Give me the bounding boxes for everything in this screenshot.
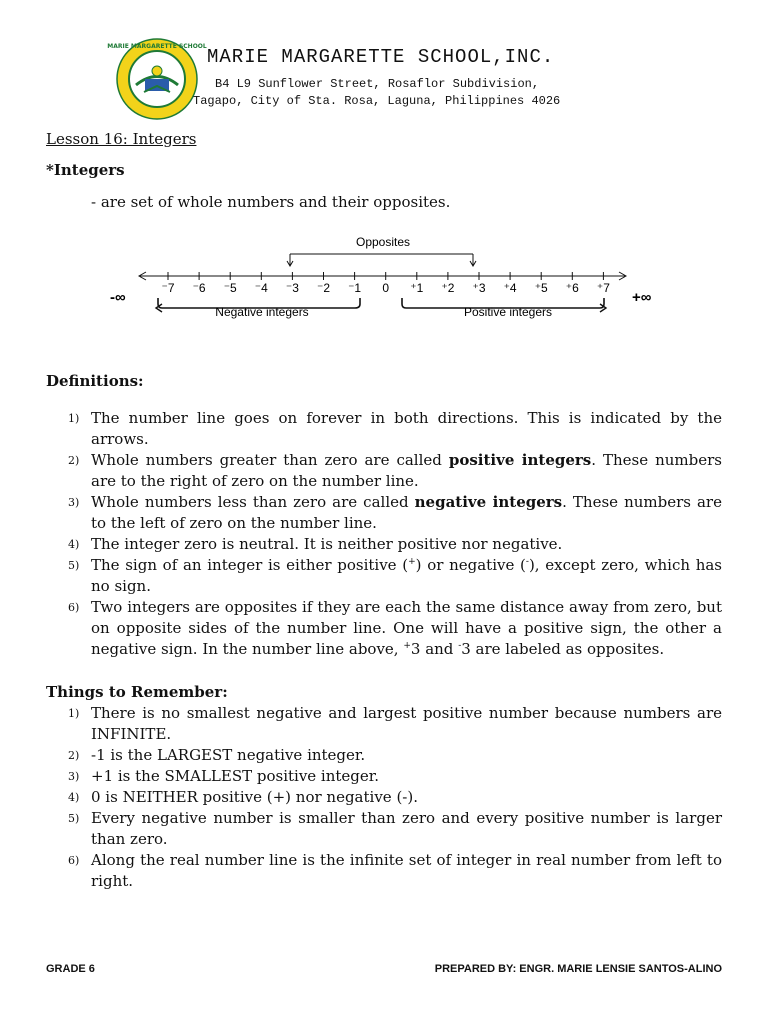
item-text: Two integers are opposites if they are each the same distance away from zero, but on opposite sides of the number line. One will have a positive sign, the other a negative sign. In the number line above, bbox=[91, 598, 722, 658]
item-text: 3 are labeled as opposites. bbox=[461, 640, 665, 658]
item-text: . These numbers are to the right of zero on the number line. bbox=[91, 451, 722, 490]
item-text: The number line goes on forever in both directions. This is indicated by the arrows. bbox=[91, 409, 722, 448]
school-name: MARIE MARGARETTE SCHOOL,INC. bbox=[207, 46, 555, 68]
item-text: The integer zero is neutral. It is neither positive nor negative. bbox=[91, 535, 563, 553]
item-text: Whole numbers less than zero are called bbox=[91, 493, 415, 511]
list-item bbox=[46, 766, 722, 787]
item-text: . These numbers are to the left of zero on the number line. bbox=[91, 493, 722, 532]
list-item bbox=[46, 450, 722, 492]
tick-label: ⁻6 bbox=[192, 281, 206, 295]
tick-label: ⁺1 bbox=[410, 281, 424, 295]
sign-superscript: + bbox=[408, 557, 416, 567]
item-number: 4) bbox=[68, 538, 80, 551]
list-item bbox=[46, 787, 722, 808]
number-line-figure bbox=[100, 228, 670, 328]
tick-label: ⁺5 bbox=[534, 281, 548, 295]
item-number: 6) bbox=[68, 601, 80, 614]
item-text: ), except zero, which has no sign. bbox=[91, 556, 722, 595]
item-text: Along the real number line is the infinite set of integer in real number from left to right. bbox=[91, 851, 722, 890]
item-text: 0 is NEITHER positive (+) nor negative (-). bbox=[91, 788, 418, 806]
item-number: 5) bbox=[68, 812, 80, 825]
tick-label: ⁺3 bbox=[472, 281, 486, 295]
item-text: There is no smallest negative and largest positive number because numbers are INFINITE. bbox=[91, 704, 722, 743]
school-logo bbox=[107, 38, 207, 120]
positive-integers-label: Positive integers bbox=[463, 305, 553, 319]
list-item bbox=[46, 555, 722, 597]
definitions-heading: Definitions: bbox=[46, 372, 144, 390]
definitions-list bbox=[46, 408, 722, 660]
integers-definition: - are set of whole numbers and their opposites. bbox=[91, 193, 451, 211]
item-text: ) or negative ( bbox=[415, 556, 526, 574]
address-line-1: B4 L9 Sunflower Street, Rosaflor Subdivision, bbox=[215, 77, 540, 91]
tick-label: ⁻4 bbox=[254, 281, 268, 295]
item-number: 3) bbox=[68, 770, 80, 783]
footer-prepared-by: PREPARED BY: ENGR. MARIE LENSIE SANTOS-ALINO bbox=[434, 963, 722, 975]
tick-label: ⁺2 bbox=[441, 281, 455, 295]
tick-label: ⁻1 bbox=[348, 281, 362, 295]
item-number: 2) bbox=[68, 454, 80, 467]
things-to-remember-list bbox=[46, 703, 722, 892]
list-item bbox=[46, 703, 722, 745]
tick-label: 0 bbox=[382, 281, 390, 295]
item-number: 6) bbox=[68, 854, 80, 867]
item-number: 3) bbox=[68, 496, 80, 509]
item-text: 3 and bbox=[410, 640, 459, 658]
tick-label: ⁻3 bbox=[285, 281, 299, 295]
sign-superscript: - bbox=[525, 557, 529, 567]
sign-superscript: + bbox=[403, 641, 411, 651]
lesson-title: Lesson 16: Integers bbox=[46, 130, 197, 148]
item-text: Whole numbers greater than zero are called bbox=[91, 451, 449, 469]
item-number: 1) bbox=[68, 412, 80, 425]
bold-term: positive integers bbox=[448, 451, 592, 469]
negative-integers-label: Negative integers bbox=[215, 305, 309, 319]
list-item bbox=[46, 808, 722, 850]
tick-label: ⁻2 bbox=[316, 281, 331, 295]
item-text: The sign of an integer is either positive ( bbox=[91, 556, 409, 574]
list-item bbox=[46, 745, 722, 766]
pos-infinity-label: +∞ bbox=[632, 289, 652, 306]
tick-label: ⁻5 bbox=[223, 281, 237, 295]
footer-grade: GRADE 6 bbox=[46, 963, 95, 975]
opposites-label: Opposites bbox=[355, 235, 411, 249]
bold-term: negative integers bbox=[414, 493, 563, 511]
list-item bbox=[46, 492, 722, 534]
sign-superscript: - bbox=[458, 641, 462, 651]
list-item bbox=[46, 850, 722, 892]
logo-ring-text: MARIE MARGARETTE SCHOOL bbox=[107, 43, 207, 50]
address-line-2: Tagapo, City of Sta. Rosa, Laguna, Philippines 4026 bbox=[193, 94, 561, 108]
tick-label: ⁺6 bbox=[565, 281, 579, 295]
tick-label: ⁺7 bbox=[596, 281, 610, 295]
tick-marks bbox=[161, 272, 610, 295]
item-text: +1 is the SMALLEST positive integer. bbox=[91, 767, 380, 785]
item-number: 2) bbox=[68, 749, 80, 762]
tick-label: ⁺4 bbox=[503, 281, 517, 295]
list-item bbox=[46, 597, 722, 660]
tick-label: ⁻7 bbox=[161, 281, 175, 295]
item-text: Every negative number is smaller than zero and every positive number is larger than zero. bbox=[91, 809, 722, 848]
neg-infinity-label: -∞ bbox=[110, 289, 126, 306]
integers-heading: *Integers bbox=[46, 161, 125, 179]
item-number: 1) bbox=[68, 707, 80, 720]
list-item bbox=[46, 408, 722, 450]
item-text: -1 is the LARGEST negative integer. bbox=[91, 746, 366, 764]
item-number: 4) bbox=[68, 791, 80, 804]
things-to-remember-heading: Things to Remember: bbox=[46, 683, 228, 701]
list-item bbox=[46, 534, 722, 555]
item-number: 5) bbox=[68, 559, 80, 572]
